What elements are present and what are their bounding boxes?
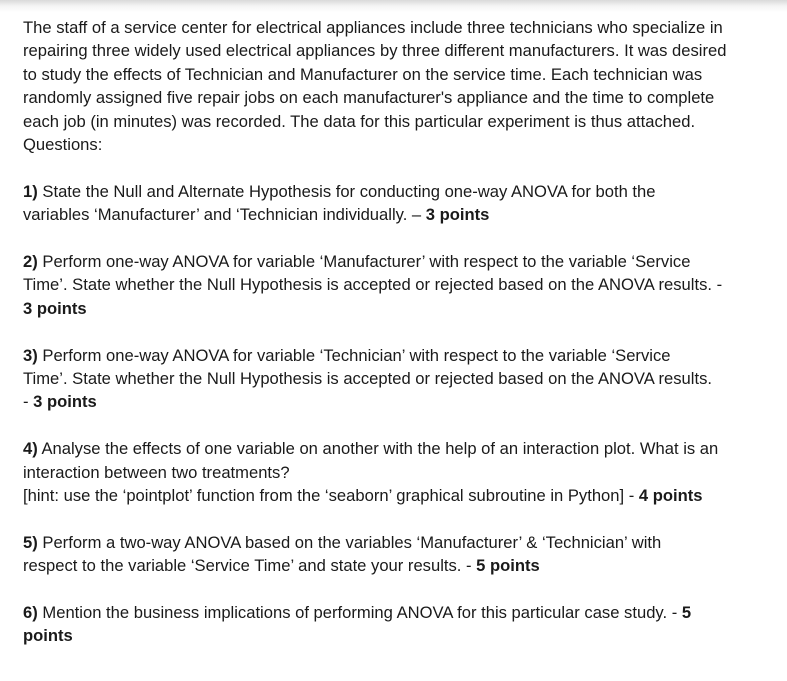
question-points: 3 points <box>425 205 490 225</box>
question-text: Perform a two-way ANOVA based on the variables ‘Manufacturer’ & ‘Technician’ with <box>42 532 662 552</box>
question-text: Perform one-way ANOVA for variable ‘Manufacturer’ with respect to the variable ‘Service <box>42 252 691 272</box>
question-points-value: 5 <box>681 603 692 623</box>
intro-line: each job (in minutes) was recorded. The data for this particular experiment is thus attached. <box>23 111 696 131</box>
question-6 <box>23 601 783 648</box>
question-text: - <box>23 392 34 412</box>
question-points: 3 points <box>23 298 87 318</box>
question-2 <box>23 250 783 320</box>
question-number: 2) <box>23 252 38 272</box>
question-text: respect to the variable ‘Service Time’ and state your results. - <box>23 556 477 576</box>
question-points: 4 points <box>638 486 703 506</box>
question-number: 3) <box>23 345 38 365</box>
question-text: State the Null and Alternate Hypothesis for conducting one-way ANOVA for both the <box>42 181 656 201</box>
intro-line: The staff of a service center for electrical appliances include three technicians who specialize in <box>23 18 723 37</box>
question-text: variables ‘Manufacturer’ and ‘Technician individually. – <box>23 205 426 225</box>
question-3 <box>23 344 783 414</box>
question-1 <box>23 180 783 227</box>
question-text: Time’. State whether the Null Hypothesis is accepted or rejected based on the ANOVA results. - <box>23 275 723 295</box>
intro-line: to study the effects of Technician and Manufacturer on the service time. Each technician was <box>23 64 703 84</box>
questions-heading: Questions: <box>23 135 103 155</box>
question-number: 6) <box>23 603 38 623</box>
question-points: 3 points <box>33 392 97 412</box>
question-5 <box>23 531 783 578</box>
question-4 <box>23 437 783 507</box>
question-text: interaction between two treatments? <box>23 462 290 482</box>
intro-line: repairing three widely used electrical appliances by three different manufacturers. It was desired <box>23 41 727 61</box>
question-text: Time’. State whether the Null Hypothesis is accepted or rejected based on the ANOVA results. <box>23 369 712 389</box>
question-number: 4) <box>23 439 38 459</box>
question-points-unit: points <box>23 626 73 646</box>
question-points: 5 points <box>476 556 540 576</box>
question-text: Analyse the effects of one variable on another with the help of an interaction plot. What is an <box>41 439 719 459</box>
intro-paragraph <box>23 16 783 156</box>
question-number: 5) <box>23 532 38 552</box>
intro-line: randomly assigned five repair jobs on each manufacturer's appliance and the time to complete <box>23 88 715 108</box>
question-text: Mention the business implications of performing ANOVA for this particular case study. - <box>42 603 682 623</box>
question-text: Perform one-way ANOVA for variable ‘Technician’ with respect to the variable ‘Service <box>42 345 671 365</box>
question-number: 1) <box>23 181 38 201</box>
question-hint: [hint: use the ‘pointplot’ function from the ‘seaborn’ graphical subroutine in Python] - <box>23 486 639 506</box>
